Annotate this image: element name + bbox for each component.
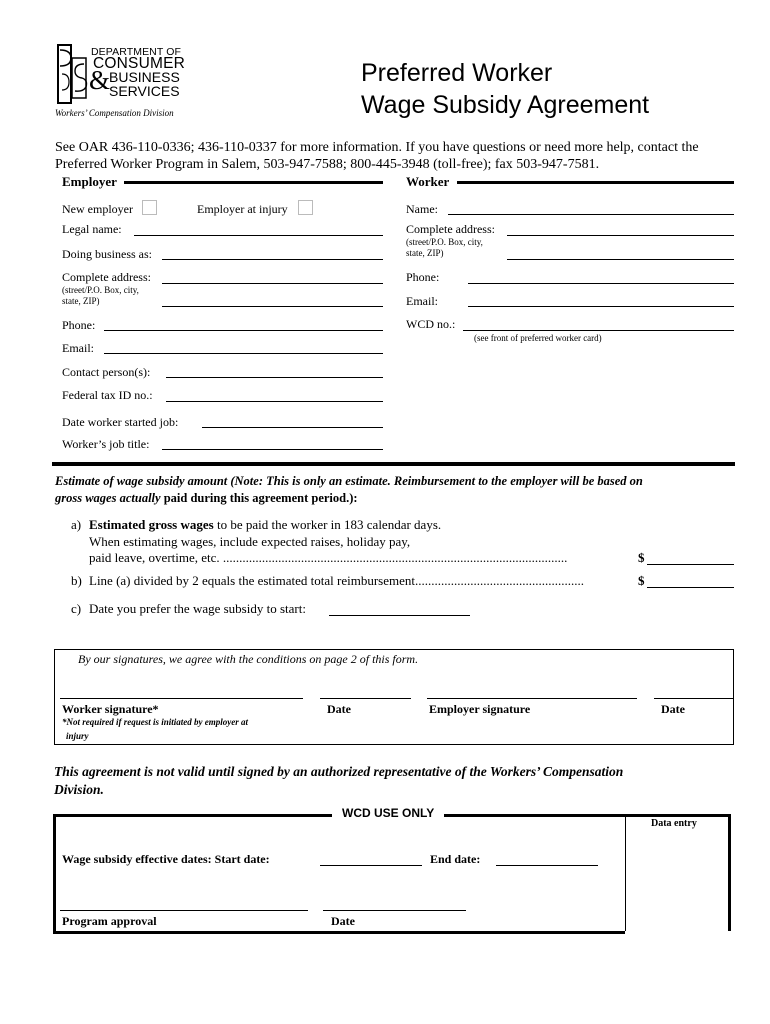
federal-tax-id-label: Federal tax ID no.: [62,388,153,402]
program-approval-date-label: Date [331,914,355,928]
signature-date-label-2: Date [661,702,685,716]
worker-phone-field[interactable] [468,283,734,284]
item-c-label: c) [71,601,82,616]
preferred-start-date-field[interactable] [329,615,470,616]
contact-persons-label: Contact person(s): [62,365,151,379]
form-title-line-1: Preferred Worker [361,59,553,87]
employer-address-field-1[interactable] [162,283,383,284]
employer-address-field-2[interactable] [162,306,383,307]
item-b-dollar: $ [638,573,645,588]
employer-heading-rule [124,181,383,184]
worker-address-field-2[interactable] [507,259,734,260]
dcbs-monogram-icon [55,44,91,106]
item-b-text: Line (a) divided by 2 equals the estimated total reimbursement.................................................... [89,573,584,588]
date-started-field[interactable] [202,427,383,428]
legal-name-field[interactable] [134,235,383,236]
employer-phone-field[interactable] [104,330,383,331]
item-a-label: a) [71,517,82,532]
item-a-dollar: $ [638,550,645,565]
employer-phone-label: Phone: [62,318,96,332]
worker-email-label: Email: [406,294,438,308]
logo-line-4: SERVICES [109,83,180,99]
employer-email-label: Email: [62,341,94,355]
item-b-label: b) [71,573,82,588]
employer-signature-label: Employer signature [429,702,531,716]
worker-email-field[interactable] [468,306,734,307]
employer-address-hint-2: state, ZIP) [62,296,100,306]
item-b-amount-field[interactable] [647,587,734,588]
worker-name-label: Name: [406,202,438,216]
item-a-rest: to be paid the worker in 183 calendar days. [213,517,442,532]
date-started-label: Date worker started job: [62,415,179,429]
agency-logo [55,44,205,122]
logo-subtitle: Workers’ Compensation Division [55,108,174,118]
logo-line-1: DEPARTMENT OF [91,46,181,58]
signature-statement: By our signatures, we agree with the conditions on page 2 of this form. [78,652,419,666]
section-divider [52,462,735,466]
worker-address-hint-1: (street/P.O. Box, city, [406,237,483,247]
logo-ampersand: & [89,65,111,95]
worker-phone-label: Phone: [406,270,440,284]
intro-line-1: See OAR 436-110-0336; 436-110-0337 for more information. If you have questions or need more help, contact the [55,140,699,155]
worker-signature-note-1: *Not required if request is initiated by employer at [62,717,248,727]
estimate-heading-rest: paid during this agreement period.): [160,491,358,505]
employer-at-injury-checkbox[interactable] [298,200,313,215]
job-title-label: Worker’s job title: [62,437,150,451]
signature-date-label-1: Date [327,702,351,716]
validity-note-line-2: Division. [54,782,104,797]
worker-signature-date-field[interactable] [320,698,411,699]
data-entry-label: Data entry [651,818,697,829]
logo-line-3: BUSINESS [109,69,180,85]
validity-note-line-1: This agreement is not valid until signed by an authorized representative of the Workers’ Compensation [54,764,624,779]
employer-email-field[interactable] [104,353,383,354]
federal-tax-id-field[interactable] [166,401,383,402]
employer-address-hint-1: (street/P.O. Box, city, [62,285,139,295]
wcd-no-hint: (see front of preferred worker card) [474,333,602,343]
item-a-text [89,517,441,533]
contact-persons-field[interactable] [166,377,383,378]
effective-dates-label: Wage subsidy effective dates: Start date: [62,852,270,866]
worker-signature-note-2: injury [66,731,89,741]
end-date-label: End date: [430,852,481,866]
wcd-use-only-title: WCD USE ONLY [332,806,444,820]
employer-heading: Employer [62,174,117,189]
worker-address-field-1[interactable] [507,235,734,236]
form-title-line-2: Wage Subsidy Agreement [361,91,650,119]
program-approval-label: Program approval [62,914,157,928]
employer-at-injury-label: Employer at injury [197,202,288,216]
employer-signature-field[interactable] [427,698,637,699]
item-c-text: Date you prefer the wage subsidy to start: [89,601,306,616]
wcd-no-field[interactable] [463,330,734,331]
data-entry-box [625,814,731,931]
end-date-field[interactable] [496,865,598,866]
item-a-line-3: paid leave, overtime, etc. .......................................................................................................... [89,550,568,565]
estimate-heading-line-1: Estimate of wage subsidy amount (Note: This is only an estimate. Reimbursement to the employer will be based on [55,474,643,488]
new-employer-label: New employer [62,202,133,216]
worker-name-field[interactable] [448,214,734,215]
start-date-field[interactable] [320,865,422,866]
program-approval-field[interactable] [60,910,308,911]
employer-signature-date-field[interactable] [654,698,733,699]
item-a-bold: Estimated gross wages [89,517,214,532]
worker-signature-field[interactable] [60,698,303,699]
job-title-field[interactable] [162,449,383,450]
doing-business-as-field[interactable] [162,259,383,260]
program-approval-date-field[interactable] [323,910,466,911]
legal-name-label: Legal name: [62,222,122,236]
wcd-no-label: WCD no.: [406,317,456,331]
worker-heading-rule [457,181,734,184]
logo-line-2: CONSUMER [93,55,186,72]
worker-address-hint-2: state, ZIP) [406,248,444,258]
estimate-heading-actually: gross wages actually [55,491,161,505]
doing-business-as-label: Doing business as: [62,247,152,261]
intro-line-2: Preferred Worker Program in Salem, 503-947-7588; 800-445-3948 (toll-free); fax 503-947-7581. [55,157,600,172]
worker-address-label: Complete address: [406,222,495,236]
estimate-heading-line-2 [55,491,358,506]
item-a-amount-field[interactable] [647,564,734,565]
worker-heading: Worker [406,174,450,189]
item-a-line-2: When estimating wages, include expected raises, holiday pay, [89,534,411,549]
new-employer-checkbox[interactable] [142,200,157,215]
employer-address-label: Complete address: [62,270,151,284]
worker-signature-label: Worker signature* [62,702,159,716]
